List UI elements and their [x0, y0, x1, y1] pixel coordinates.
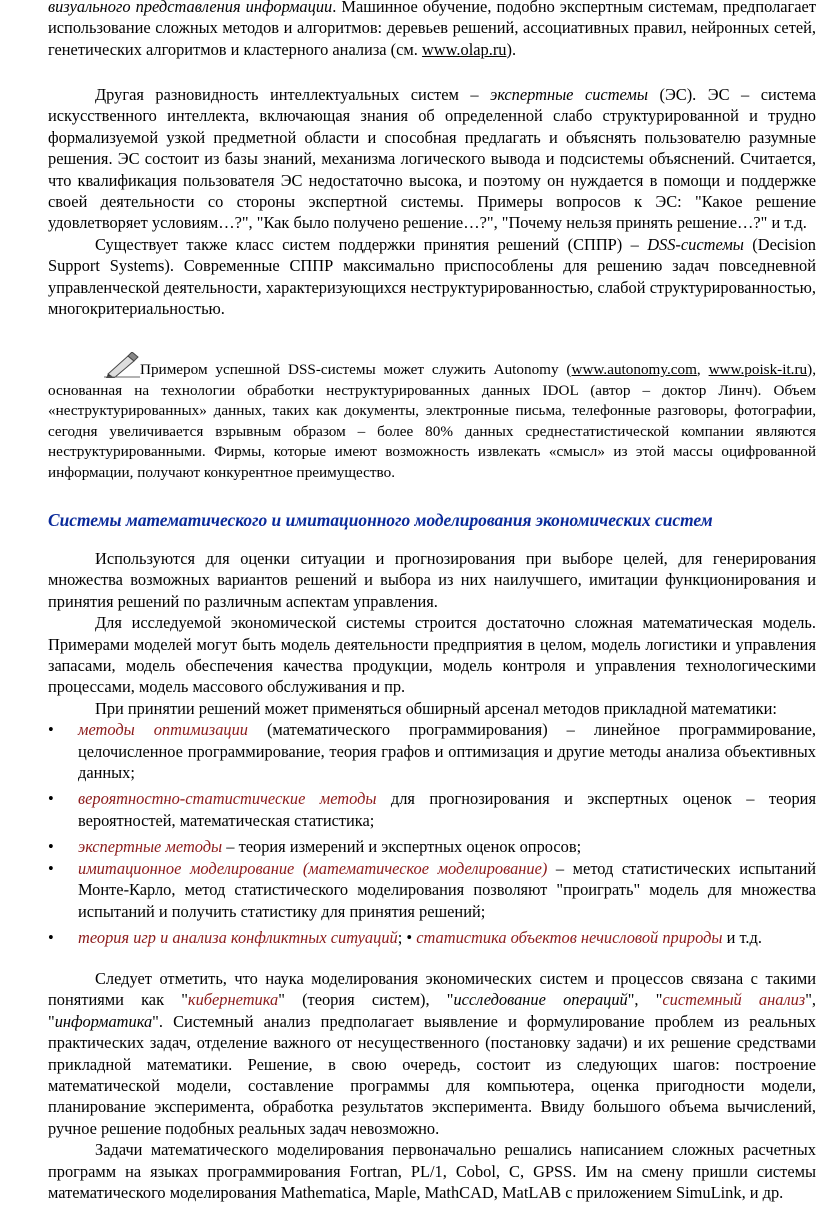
bullet-icon: •: [48, 927, 54, 947]
method-desc: для прогнозирования и экспертных оценок – теория вероятностей, математическая статистика;: [78, 789, 816, 830]
text: (Decision Support Systems). Современные СППР максимально приспособлены для решению задач повседневной управленческой деятельности, характеризующихся неструктурированностью, слабой структурированностью, многокритериальностью.: [48, 234, 816, 319]
closing-section: [48, 968, 816, 1203]
paragraph: Используются для оценки ситуации и прогнозирования при выборе целей, для генерирования множества возможных вариантов решений и выбора из них наилучшего, имитации функционирования и принятия решений по различным аспектам управления.: [48, 549, 816, 611]
paragraph-end: ).: [506, 39, 517, 59]
method-term: статистика объектов нечисловой природы: [416, 927, 723, 947]
bullet-icon: •: [48, 789, 54, 809]
text: " (теория систем), ": [278, 990, 454, 1010]
text: Другая разновидность интеллектуальных систем –: [95, 85, 491, 104]
list-item: [48, 836, 816, 857]
method-term: методы оптимизации: [78, 720, 248, 740]
list-item: [48, 858, 816, 922]
method-term: экспертные методы: [78, 837, 223, 857]
poisk-link[interactable]: www.poisk-it.ru: [708, 361, 808, 378]
note-text: ), основанная на технологии обработки неструктурированных данных IDOL (автор – доктор Линч). Объем «неструктурированных» данных, таких как документы, электронные письма, телефонные разговоры, фотографии, сегодня увеличивается взрывным образом – более 80% данных среднестатистической компании являются неструктурированными. Фирмы, которые имеют возможность извлекать «смысл» из этой массы оцифрованной информации, получают конкурентное преимущество.: [48, 361, 816, 481]
separator: ; •: [397, 927, 417, 947]
term: информатика: [54, 1011, 153, 1031]
paragraph-expert-systems: [48, 84, 816, 319]
term-dss: DSS-системы: [647, 234, 744, 254]
text: ", ": [48, 990, 816, 1031]
method-term: имитационное моделирование (математическое моделирование): [78, 858, 548, 878]
term: кибернетика: [187, 990, 279, 1010]
paragraph-text: . Машинное обучение, подобно экспертным системам, предполагает использование сложных методов и алгоритмов: деревьев решений, ассоциативных правил, нейронных сетей, генетических алгоритмов и кластерного анализа (см.: [48, 0, 816, 59]
pencil-icon: [104, 352, 140, 378]
note-text: Примером успешной DSS-системы может служить Autonomy (: [140, 361, 572, 378]
term: исследование операций: [453, 990, 628, 1010]
term: системный анализ: [662, 990, 806, 1010]
paragraph-ml: [48, 0, 816, 60]
method-term: теория игр и анализа конфликтных ситуаций: [78, 927, 398, 947]
list-item: [48, 927, 816, 948]
section-heading: Системы математического и имитационного моделирования экономических систем: [48, 510, 713, 530]
separator: ,: [696, 361, 709, 378]
section-body: [48, 548, 816, 948]
section-heading-wrap: [48, 509, 816, 531]
method-desc: – метод статистических испытаний Монте-Карло, метод статистического моделирования позволяют "проиграть" модель для множества испытаний и получить статистику для принятия решений;: [78, 858, 816, 921]
paragraph: Для исследуемой экономической системы строится достаточно сложная математическая модель. Примерами моделей могут быть модель деятельности предприятия в целом, модель логистики и управления запасами, модель обеспечения качества продукции, модель контроля и управления технологическими процессами, модель массового обслуживания и пр.: [48, 613, 816, 697]
method-desc: и т.д.: [722, 927, 762, 947]
method-term: вероятностно-статистические методы: [78, 789, 377, 809]
bullet-icon: •: [48, 858, 54, 878]
note-block: [48, 352, 816, 483]
paragraph: При принятии решений может применяться обширный арсенал методов прикладной математики:: [95, 698, 777, 718]
bullet-icon: •: [48, 720, 54, 740]
term-expert-systems: экспертные системы: [490, 85, 648, 104]
text: ". Системный анализ предполагает выявление и формулирование проблем из реальных практических задач, отделение важного от несущественного (постановку задачи) и их решение средствами прикладной математики. Решение, в свою очередь, состоит из следующих шагов: построение математической модели, составление программы для компьютера, оценка пригодности модели, планирование эксперимента, обработка результатов эксперимента. Ввиду большого объема вычислений, ручное решение подобных реальных задач невозможно.: [48, 1011, 816, 1138]
list-item: [48, 788, 816, 831]
list-item: [48, 719, 816, 783]
text: ", ": [627, 990, 663, 1010]
methods-list: [48, 719, 816, 948]
paragraph: Задачи математического моделирования первоначально решались написанием сложных расчетных программ на языках программирования Fortran, PL/1, Cobol, C, GPSS. Им на смену пришли системы математического моделирования Mathematica, Maple, MathCAD, MatLAB с приложением SimuLink, и др.: [48, 1140, 816, 1203]
bullet-icon: •: [48, 837, 54, 857]
intro-italic: визуального представления информации: [48, 0, 333, 16]
autonomy-link[interactable]: www.autonomy.com: [571, 361, 697, 378]
text: Существует также класс систем поддержки принятия решений (СППР) –: [95, 234, 648, 254]
method-desc: – теория измерений и экспертных оценок опросов;: [222, 837, 582, 857]
text: Следует отметить, что наука моделирования экономических систем и процессов связана с такими понятиями как ": [48, 969, 816, 1010]
olap-link[interactable]: www.olap.ru: [421, 39, 507, 59]
text: (ЭС). ЭС – система искусственного интеллекта, включающая знания об определенной слабо структурированной и трудно формализуемой узкой предметной области и способная предлагать и объяснять пользователю разумные решения. ЭС состоит из базы знаний, механизма логического вывода и подсистемы объяснений. Считается, что квалификация пользователя ЭС недостаточно высока, и поэтому он нуждается в помощи и поддержке своей деятельности со стороны экспертной системы. Примеры вопросов к ЭС: "Какое решение удовлетворяет условиям…?", "Как было получено решение…?", "Почему нельзя принять решение…?" и т.д.: [48, 85, 816, 233]
method-desc: (математического программирования) – линейное программирование, целочисленное программирование, теория графов и оптимизация и другие методы анализа объективных данных;: [78, 720, 816, 783]
